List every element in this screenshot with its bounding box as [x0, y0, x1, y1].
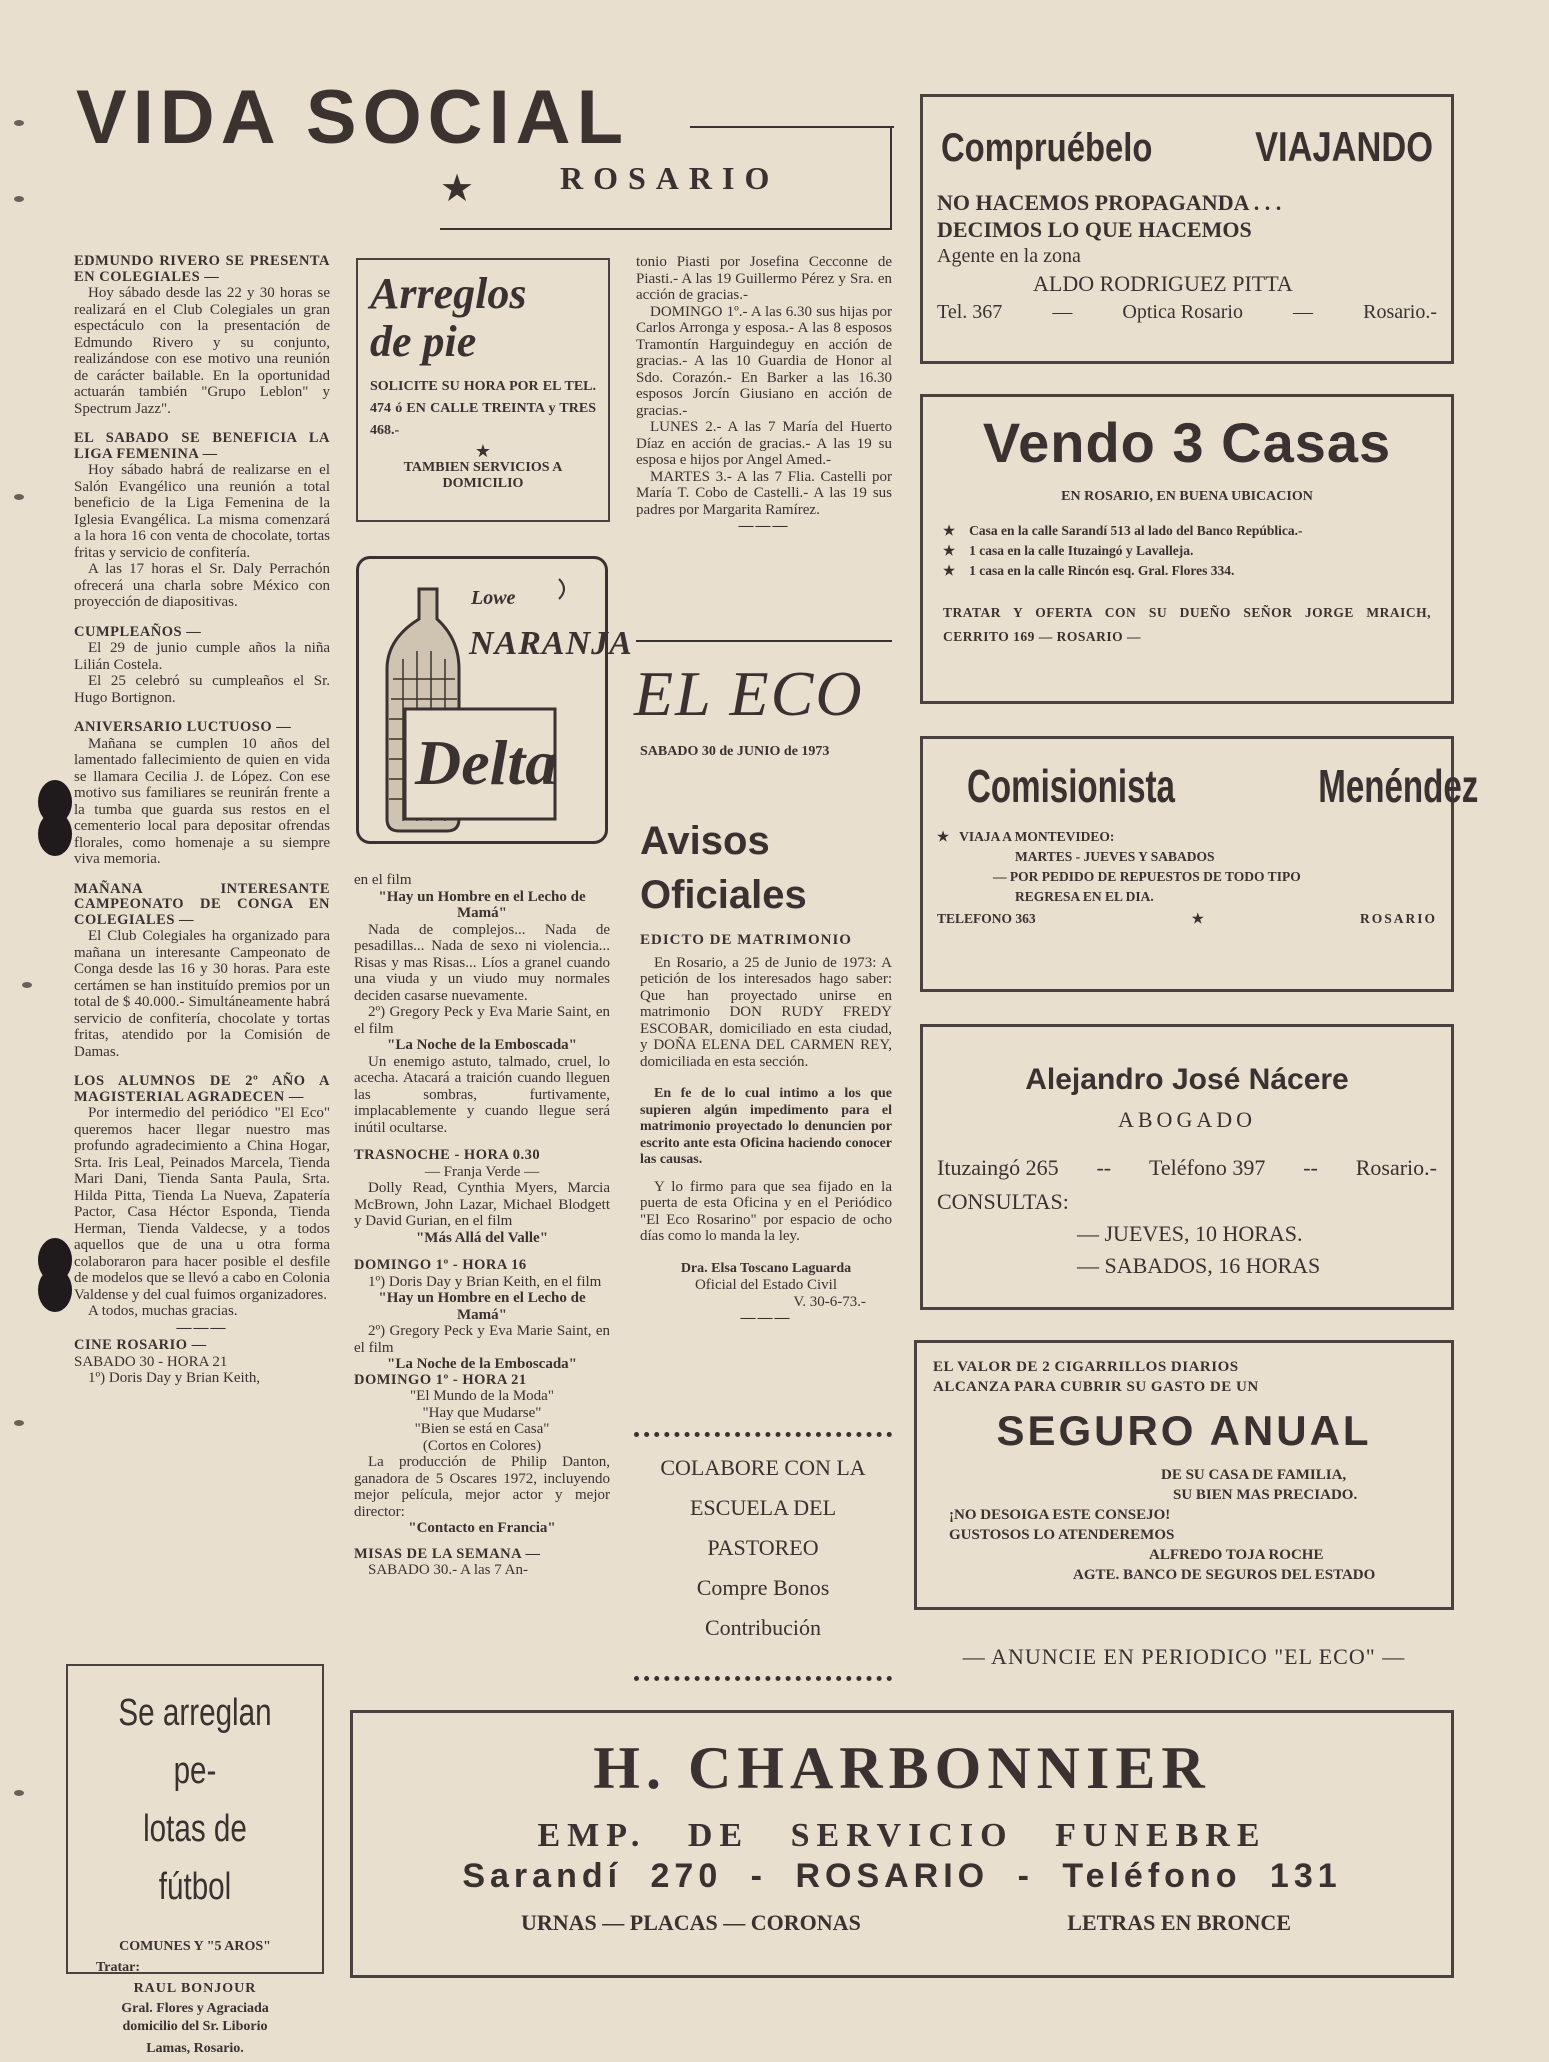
notice-line: Contribución	[704, 1615, 822, 1640]
ad-subtitle: ABOGADO	[1118, 1107, 1256, 1132]
ad-line: REGRESA EN EL DIA.	[1015, 889, 1154, 904]
film-title: "La Noche de la Emboscada"	[387, 1037, 577, 1053]
punch-hole	[22, 982, 32, 988]
phone: Teléfono 397	[1148, 1155, 1266, 1180]
line-text: VIAJA A MONTEVIDEO:	[959, 829, 1115, 844]
ad-title: Se arreglan pe-	[118, 1692, 272, 1792]
edict	[640, 932, 892, 1327]
punch-hole	[14, 494, 24, 500]
notice-line: PASTOREO	[707, 1535, 819, 1560]
ad-line: CONSULTAS:	[937, 1189, 1069, 1214]
film-title: "Bien se está en Casa"	[414, 1421, 550, 1437]
phone: Tel. 367	[937, 301, 1003, 323]
newspaper-name: EL ECO	[634, 658, 864, 729]
signature-title: Oficial del Estado Civil	[694, 1277, 838, 1293]
list-item	[943, 543, 1431, 559]
headline: CINE ROSARIO —	[74, 1337, 207, 1353]
ad-line: ALFREDO TOJA ROCHE	[1149, 1547, 1324, 1563]
ad-line: AGTE. BANCO DE SEGUROS DEL ESTADO	[1073, 1567, 1376, 1583]
ad-title: VIAJANDO	[1255, 123, 1433, 170]
masthead-rule	[890, 126, 892, 230]
ad-body: SOLICITE SU HORA POR EL TEL. 474 ó EN CALLE TREINTA y TRES 468.-	[370, 379, 596, 438]
ad-line: domicilio del Sr. Liborio	[122, 2019, 268, 2034]
signature-name: Dra. Elsa Toscano Laguarda	[680, 1260, 852, 1276]
newspaper-date: SABADO 30 de JUNIO de 1973	[640, 744, 830, 759]
article-text: Dolly Read, Cynthia Myers, Marcia McBrown, John Lazar, Michael Blodgett y David Gurian, en el film	[354, 1180, 610, 1229]
ad-pelotas-futbol	[66, 1664, 324, 2056]
article-text: Hoy sábado habrá de realizarse en el Salón Evangélico una reunión a total beneficio de la Liga Femenina de la Iglesia Evangélica. La misma comenzará a la hora 16 con venta de chocolate, tortas fritas y servicio de confitería.	[74, 462, 330, 561]
film-title: "El Mundo de la Moda"	[410, 1388, 554, 1404]
city: Rosario.-	[1363, 301, 1437, 323]
article-text: Por intermedio del periódico "El Eco" queremos hacer llegar nuestro mas profundo agradecimiento a China Hogar, Srta. Iris Leal, Peinados Marcela, Tienda Mari Dani, Tienda Santa Paula, Srta. Hilda Pitta, Tienda La Nueva, Zapatería Pactor, Casa Héctor Esponda, Tienda Herman, Tienda Valdecse, y a todos aquellos que de una u otra forma colaboraron para hacer posible el desfile de modelos que se llevó a cabo en Colonia Valdense y del cual fuimos organizadores.	[74, 1105, 330, 1303]
star-icon: ★	[474, 441, 492, 461]
ad-line: EL VALOR DE 2 CIGARRILLOS DIARIOS	[933, 1359, 1239, 1375]
star-icon: ★	[937, 829, 950, 844]
punch-hole	[14, 1420, 24, 1426]
ad-contact	[937, 301, 1437, 324]
article-text: El 25 celebró su cumpleaños el Sr. Hugo Bortignon.	[74, 673, 330, 706]
film-title: "Más Allá del Valle"	[415, 1229, 549, 1246]
article-text: SABADO 30 - HORA 21	[74, 1353, 228, 1370]
article-text: SABADO 30.- A las 7 An-	[368, 1562, 529, 1578]
article-text: Nada de complejos... Nada de pesadillas... Nada de sexo ni violencia... Risas y mas Risas... Líos a granel cuando una viuda y un viudo muy normales deciden casarse nuevamente.	[354, 921, 610, 1004]
brand-name: Delta	[415, 727, 558, 798]
ad-title: Compruébelo	[941, 126, 1153, 170]
ad-line: Tratar:	[96, 1960, 141, 1975]
ad-title: Menéndez	[1318, 760, 1479, 812]
ad-line: SU BIEN MAS PRECIADO.	[1173, 1487, 1358, 1503]
address: Ituzaingó 265	[937, 1155, 1059, 1180]
masthead-rule	[690, 126, 894, 128]
separator: ———	[738, 518, 790, 534]
article-text: DOMINGO 1º.- A las 6.30 sus hijas por Carlos Arronga y esposa.- A las 8 esposos Tramontín Harguindeguy en acción de gracias.- A las 10 Guardia de Honor al Sdo. Corazón.- En Barker a las 16.30 esposos Jorcín Giusiano en acción de gracias.-	[636, 303, 892, 419]
masthead-city: ROSARIO	[560, 160, 780, 196]
ad-title: Comisionista	[967, 760, 1175, 812]
headline: DOMINGO 1º - HORA 16	[354, 1257, 527, 1273]
article-text: 1º) Doris Day y Brian Keith,	[88, 1370, 261, 1386]
article-text: 2º) Gregory Peck y Eva Marie Saint, en el film	[354, 1004, 610, 1037]
ad-line: NO HACEMOS PROPAGANDA . . .	[937, 190, 1282, 215]
article-text: en el film	[354, 872, 412, 888]
ad-title: H. CHARBONNIER	[593, 1735, 1211, 1801]
ad-list	[943, 523, 1431, 579]
ad-line: EMP. DE SERVICIO FUNEBRE	[537, 1817, 1267, 1854]
article-text: Y lo firmo para que sea fijado en la puerta de esta Oficina y en el Periódico "El Eco Rosarino" por espacio de ocho días como lo manda la ley.	[640, 1178, 892, 1244]
article-text: En fe de lo cual intimo a los que supieren algún impedimento para el matrimonio proyectado lo denuncien por escrito ante esta Oficina haciendo conocer las causas.	[640, 1086, 892, 1167]
ad-line: — POR PEDIDO DE REPUESTOS DE TODO TIPO	[993, 869, 1301, 884]
ad-line	[937, 827, 1437, 847]
ad-vendo-casas	[920, 394, 1454, 704]
list-item	[943, 523, 1431, 539]
article-text: A todos, muchas gracias.	[88, 1303, 238, 1319]
headline: MAÑANA INTERESANTE CAMPEONATO DE CONGA EN COLEGIALES —	[74, 880, 330, 928]
item-text: 1 casa en la calle Ituzaingó y Lavalleja.	[969, 543, 1194, 558]
column-1	[74, 254, 330, 1387]
article-text: tonio Piasti por Josefina Cecconne de Piasti.- A las 19 Guillermo Pérez y Sra. en acción de gracias.-	[636, 254, 892, 303]
film-title: "Hay que Mudarse"	[422, 1404, 542, 1421]
page-title: VIDA SOCIAL	[76, 75, 629, 160]
dotted-rule	[634, 1432, 892, 1437]
flavor-label: NARANJA	[469, 625, 633, 662]
dash: —	[1052, 301, 1073, 323]
colabore-notice	[634, 1448, 892, 1648]
column-3	[636, 254, 892, 535]
star-icon: ★	[1191, 911, 1204, 926]
article-text: 2º) Gregory Peck y Eva Marie Saint, en el film	[354, 1323, 610, 1356]
ad-title: Alejandro José Nácere	[1025, 1063, 1349, 1096]
article-text: Hoy sábado desde las 22 y 30 horas se realizará en el Club Colegiales un gran espectáculo con la presentación de Edmundo Rivero y su conjunto, realizándose con ese motivo una reunión de carácter bailable. En la oportunidad actuarán también "Grupo Leblon" y Spectrum Jazz".	[74, 285, 330, 417]
article-text: En Rosario, a 25 de Junio de 1973: A petición de los interesados hago saber: Que han proyectado unirse en matrimonio DON RUDY FREDY ESCOBAR, domiciliado en esta ciudad, y DOÑA ELENA DEL CARMEN REY, domiciliada en esta sección.	[640, 954, 892, 1070]
ad-line: Sarandí 270 - ROSARIO - Teléfono 131	[462, 1857, 1342, 1895]
ad-line: LETRAS EN BRONCE	[1067, 1910, 1291, 1935]
punch-hole	[14, 120, 24, 126]
film-title: "Hay un Hombre en el Lecho de Mamá"	[378, 1290, 586, 1323]
headline: LOS ALUMNOS DE 2º AÑO A MAGISTERIAL AGRADECEN —	[74, 1073, 330, 1105]
ad-footer: TAMBIEN SERVICIOS A DOMICILIO	[403, 460, 563, 491]
ad-contact	[937, 1155, 1437, 1181]
section-title: Avisos	[640, 819, 770, 863]
star-icon: ★	[943, 543, 956, 558]
article-text: El Club Colegiales ha organizado para mañana un interesante Campeonato de Conga desde las 16 y 30 horas. Para este certámen se han instituído premios por un total de $ 40.000.- Simultáneamente habrá servicio de confitería, chocolate y tortas fritas, atendido por la Comisión de Damas.	[74, 928, 330, 1060]
headline: TRASNOCHE - HORA 0.30	[354, 1147, 541, 1163]
ad-line: ALCANZA PARA CUBRIR SU GASTO DE UN	[933, 1379, 1259, 1395]
ad-title: lotas de fútbol	[143, 1808, 247, 1908]
article-text: — Franja Verde —	[424, 1163, 540, 1180]
ad-comisionista	[920, 736, 1479, 992]
star-icon: ★	[943, 523, 956, 538]
ad-heading	[937, 123, 1437, 171]
dotted-rule	[634, 1676, 892, 1681]
article-text: Un enemigo astuto, talmado, cruel, lo acecha. Atacará a traición cuando lleguen las sombras, furtivamente, implacablemente y cuando llegue será inútil ocultarse.	[354, 1053, 610, 1136]
ad-heading	[937, 759, 1479, 813]
anuncie-banner: — ANUNCIE EN PERIODICO "EL ECO" —	[962, 1644, 1406, 1669]
article-text: LUNES 2.- A las 7 María del Huerto Díaz en acción de gracias.- A las 19 su esposa e hijos por Angel Amed.-	[636, 419, 892, 468]
item-text: Casa en la calle Sarandí 513 al lado del Banco República.-	[969, 523, 1303, 538]
ad-line: Agente en la zona	[937, 245, 1081, 267]
ad-title: Vendo 3 Casas	[982, 411, 1392, 474]
signature-date: V. 30-6-73.-	[793, 1293, 866, 1310]
dash: --	[1303, 1155, 1318, 1180]
headline: MISAS DE LA SEMANA —	[354, 1545, 541, 1562]
ad-viajando	[920, 94, 1454, 364]
ad-naranja-delta	[356, 556, 633, 844]
punch-hole	[14, 196, 24, 202]
headline: EL SABADO SE BENEFICIA LA LIGA FEMENINA —	[74, 430, 330, 462]
headline: CUMPLEAÑOS —	[74, 623, 202, 640]
brand-small: Lowe	[471, 587, 516, 609]
separator: ———	[740, 1310, 792, 1326]
ad-line: ALDO RODRIGUEZ PITTA	[1033, 271, 1293, 296]
ad-line: MARTES - JUEVES Y SABADOS	[1015, 849, 1215, 864]
separator: ———	[176, 1319, 228, 1336]
punch-hole	[14, 1790, 24, 1796]
star-icon: ★	[440, 168, 475, 210]
ad-seguro-anual	[914, 1340, 1454, 1610]
ad-abogado	[920, 1024, 1454, 1310]
ad-line: RAUL BONJOUR	[133, 1981, 257, 1996]
ad-subtitle: EN ROSARIO, EN BUENA UBICACION	[1061, 489, 1313, 504]
notice-line: COLABORE CON LA	[660, 1455, 866, 1480]
shop-name: Optica Rosario	[1122, 301, 1243, 323]
ad-line: GUSTOSOS LO ATENDEREMOS	[949, 1527, 1175, 1543]
headline: EDMUNDO RIVERO SE PRESENTA EN COLEGIALES —	[74, 253, 330, 285]
ad-line: DECIMOS LO QUE HACEMOS	[937, 217, 1252, 242]
notice-line: Compre Bonos	[696, 1575, 830, 1600]
ad-line: COMUNES Y "5 AROS"	[119, 1939, 271, 1954]
phone: TELEFONO 363	[937, 911, 1036, 926]
masthead-rule	[440, 228, 892, 230]
film-title: (Cortos en Colores)	[422, 1437, 542, 1454]
headline: DOMINGO 1º - HORA 21	[354, 1371, 527, 1388]
article-text: A las 17 horas el Sr. Daly Perrachón ofrecerá una charla sobre México con proyección de diapositivas.	[74, 561, 330, 610]
city: ROSARIO	[1359, 911, 1437, 926]
article-text: Mañana se cumplen 10 años del lamentado fallecimiento de quien en vida se llamara Cecilia J. de López. Con ese motivo sus familiares se reunirán frente a la tumba que guarda sus restos en el cementerio local para depositar ofrendas florales, como homenaje a su siempre viva memoria.	[74, 735, 330, 867]
ink-blot	[38, 1268, 72, 1312]
ad-line: DE SU CASA DE FAMILIA,	[1161, 1467, 1347, 1483]
ad-contact	[937, 911, 1437, 927]
ad-footer	[393, 1910, 1411, 1936]
ad-line: — SABADOS, 16 HORAS	[1077, 1253, 1321, 1278]
ad-line: — JUEVES, 10 HORAS.	[1077, 1221, 1303, 1246]
article-text: MARTES 3.- A las 7 Flia. Castelli por María T. Cobo de Castelli.- A las 19 sus padres por Margarita Ramírez.	[636, 468, 892, 518]
film-title: "Hay un Hombre en el Lecho de Mamá"	[378, 888, 586, 921]
ad-line: ¡NO DESOIGA ESTE CONSEJO!	[949, 1507, 1171, 1523]
city: Rosario.-	[1355, 1155, 1437, 1180]
ad-title: SEGURO ANUAL	[996, 1407, 1372, 1454]
ad-title: de pie	[370, 317, 477, 366]
notice-line: ESCUELA DEL	[689, 1495, 837, 1520]
article-text: 1º) Doris Day y Brian Keith, en el film	[368, 1273, 602, 1290]
ad-line: Lamas, Rosario.	[146, 2041, 244, 2056]
ad-charbonnier	[350, 1710, 1454, 1978]
column-2	[354, 872, 610, 1579]
ad-body	[937, 827, 1437, 907]
rule	[636, 640, 892, 642]
article-text: El 29 de junio cumple años la niña Lilián Costela.	[74, 640, 330, 673]
headline: ANIVERSARIO LUCTUOSO —	[74, 719, 292, 735]
item-text: 1 casa en la calle Rincón esq. Gral. Flores 334.	[969, 563, 1235, 578]
dash: —	[1293, 301, 1314, 323]
ad-arreglos-de-pie	[356, 258, 610, 522]
ad-footer: TRATAR Y OFERTA CON SU DUEÑO SEÑOR JORGE MRAICH, CERRITO 169 — ROSARIO —	[943, 605, 1431, 644]
ad-title: Arreglos	[370, 269, 527, 318]
ad-line: URNAS — PLACAS — CORONAS	[521, 1910, 861, 1935]
ink-blot	[38, 812, 72, 856]
star-icon: ★	[943, 563, 956, 578]
ad-line: Gral. Flores y Agraciada	[121, 2001, 269, 2016]
dash: --	[1096, 1155, 1112, 1180]
film-title: "Contacto en Francia"	[408, 1520, 556, 1536]
section-title: Oficiales	[640, 873, 807, 917]
list-item	[943, 563, 1431, 579]
film-title: "La Noche de la Emboscada"	[387, 1356, 577, 1372]
edict-title: EDICTO DE MATRIMONIO	[640, 932, 852, 948]
article-text: La producción de Philip Danton, ganadora de 5 Oscares 1972, incluyendo mejor película, mejor actor y mejor director:	[354, 1454, 610, 1520]
